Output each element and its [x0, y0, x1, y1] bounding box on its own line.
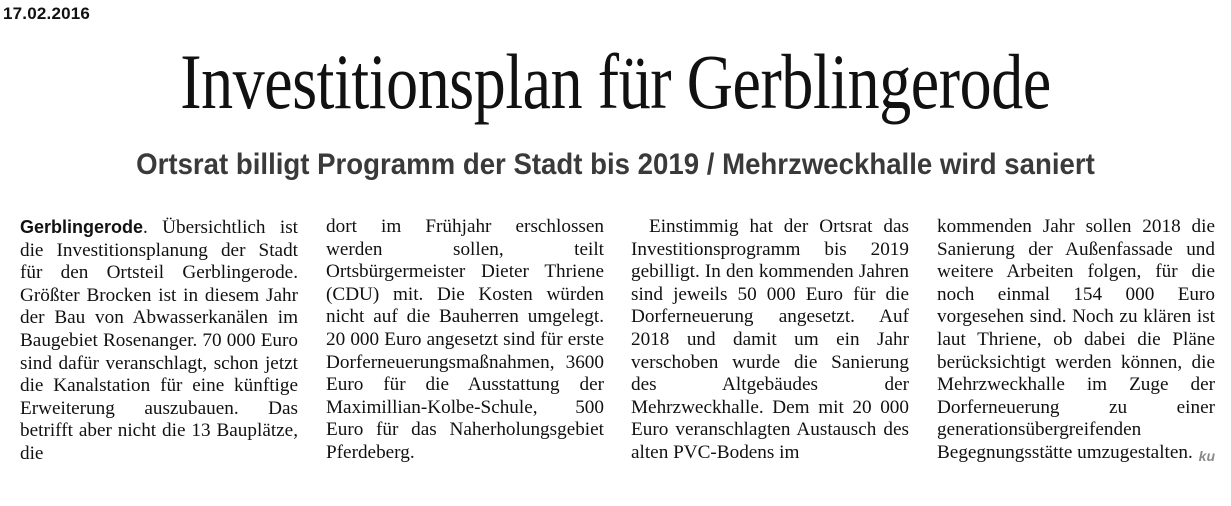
headline: Investitionsplan für Gerblingerode [180, 38, 1051, 125]
subheadline: Ortsrat billigt Programm der Stadt bis 2019 / Mehrzweckhalle wird saniert [136, 148, 1095, 181]
article-column-4-text: kommenden Jahr sollen 2018 die Sanierung der Außenfassade und weitere Arbeiten folgen, für die noch einmal 154 000 Euro vorgesehen sind. Noch zu klären ist laut Thriene, ob dabei die Pläne berücksichtigt werden können, die Mehrzweckhalle im Zuge der Dorferneuerung zu einer generationsübergreifenden Begegnungsstätte umzugestalten. [937, 216, 1215, 463]
article-column-4 [937, 216, 1215, 468]
article-column-3 [631, 216, 909, 465]
article-column-1 [20, 216, 298, 466]
article-body [0, 216, 1231, 486]
article-column-3-text: Einstimmig hat der Ortsrat das Investitionsprogramm bis 2019 gebilligt. In den kommenden Jahren sind jeweils 50 000 Euro für die Dorferneuerung angesetzt. Auf 2018 und damit um ein Jahr verschoben wurde die Sanierung des Altgebäudes der Mehrzweckhalle. Dem mit 20 000 Euro veranschlagten Austausch des alten PVC-Bodens im [631, 216, 909, 463]
author-initials: ku [1198, 447, 1215, 464]
publication-date: 17.02.2016 [3, 4, 91, 23]
article-column-1-text: . Übersichtlich ist die Investitionsplanung der Stadt für den Ortsteil Gerblingerode. Größter Brocken ist in diesem Jahr der Bau von Abwasserkanälen im Baugebiet Rosenanger. 70 000 Euro sind dafür veranschlagt, schon jetzt die Kanalstation für eine künftige Erweiterung auszubauen. Das betrifft aber nicht die 13 Bauplätze, die [20, 217, 298, 464]
dateline: Gerblingerode [20, 217, 144, 237]
article-column-2-text: dort im Frühjahr erschlossen werden sollen, teilt Ortsbürgermeister Dieter Thriene (CDU) mit. Die Kosten würden nicht auf die Bauherren umgelegt. 20 000 Euro angesetzt sind für erste Dorferneuerungsmaßnahmen, 3600 Euro für die Ausstattung der Maximillian-Kolbe-Schule, 500 Euro für das Naherholungsgebiet Pferdeberg. [326, 216, 604, 463]
article-column-2 [326, 216, 604, 465]
